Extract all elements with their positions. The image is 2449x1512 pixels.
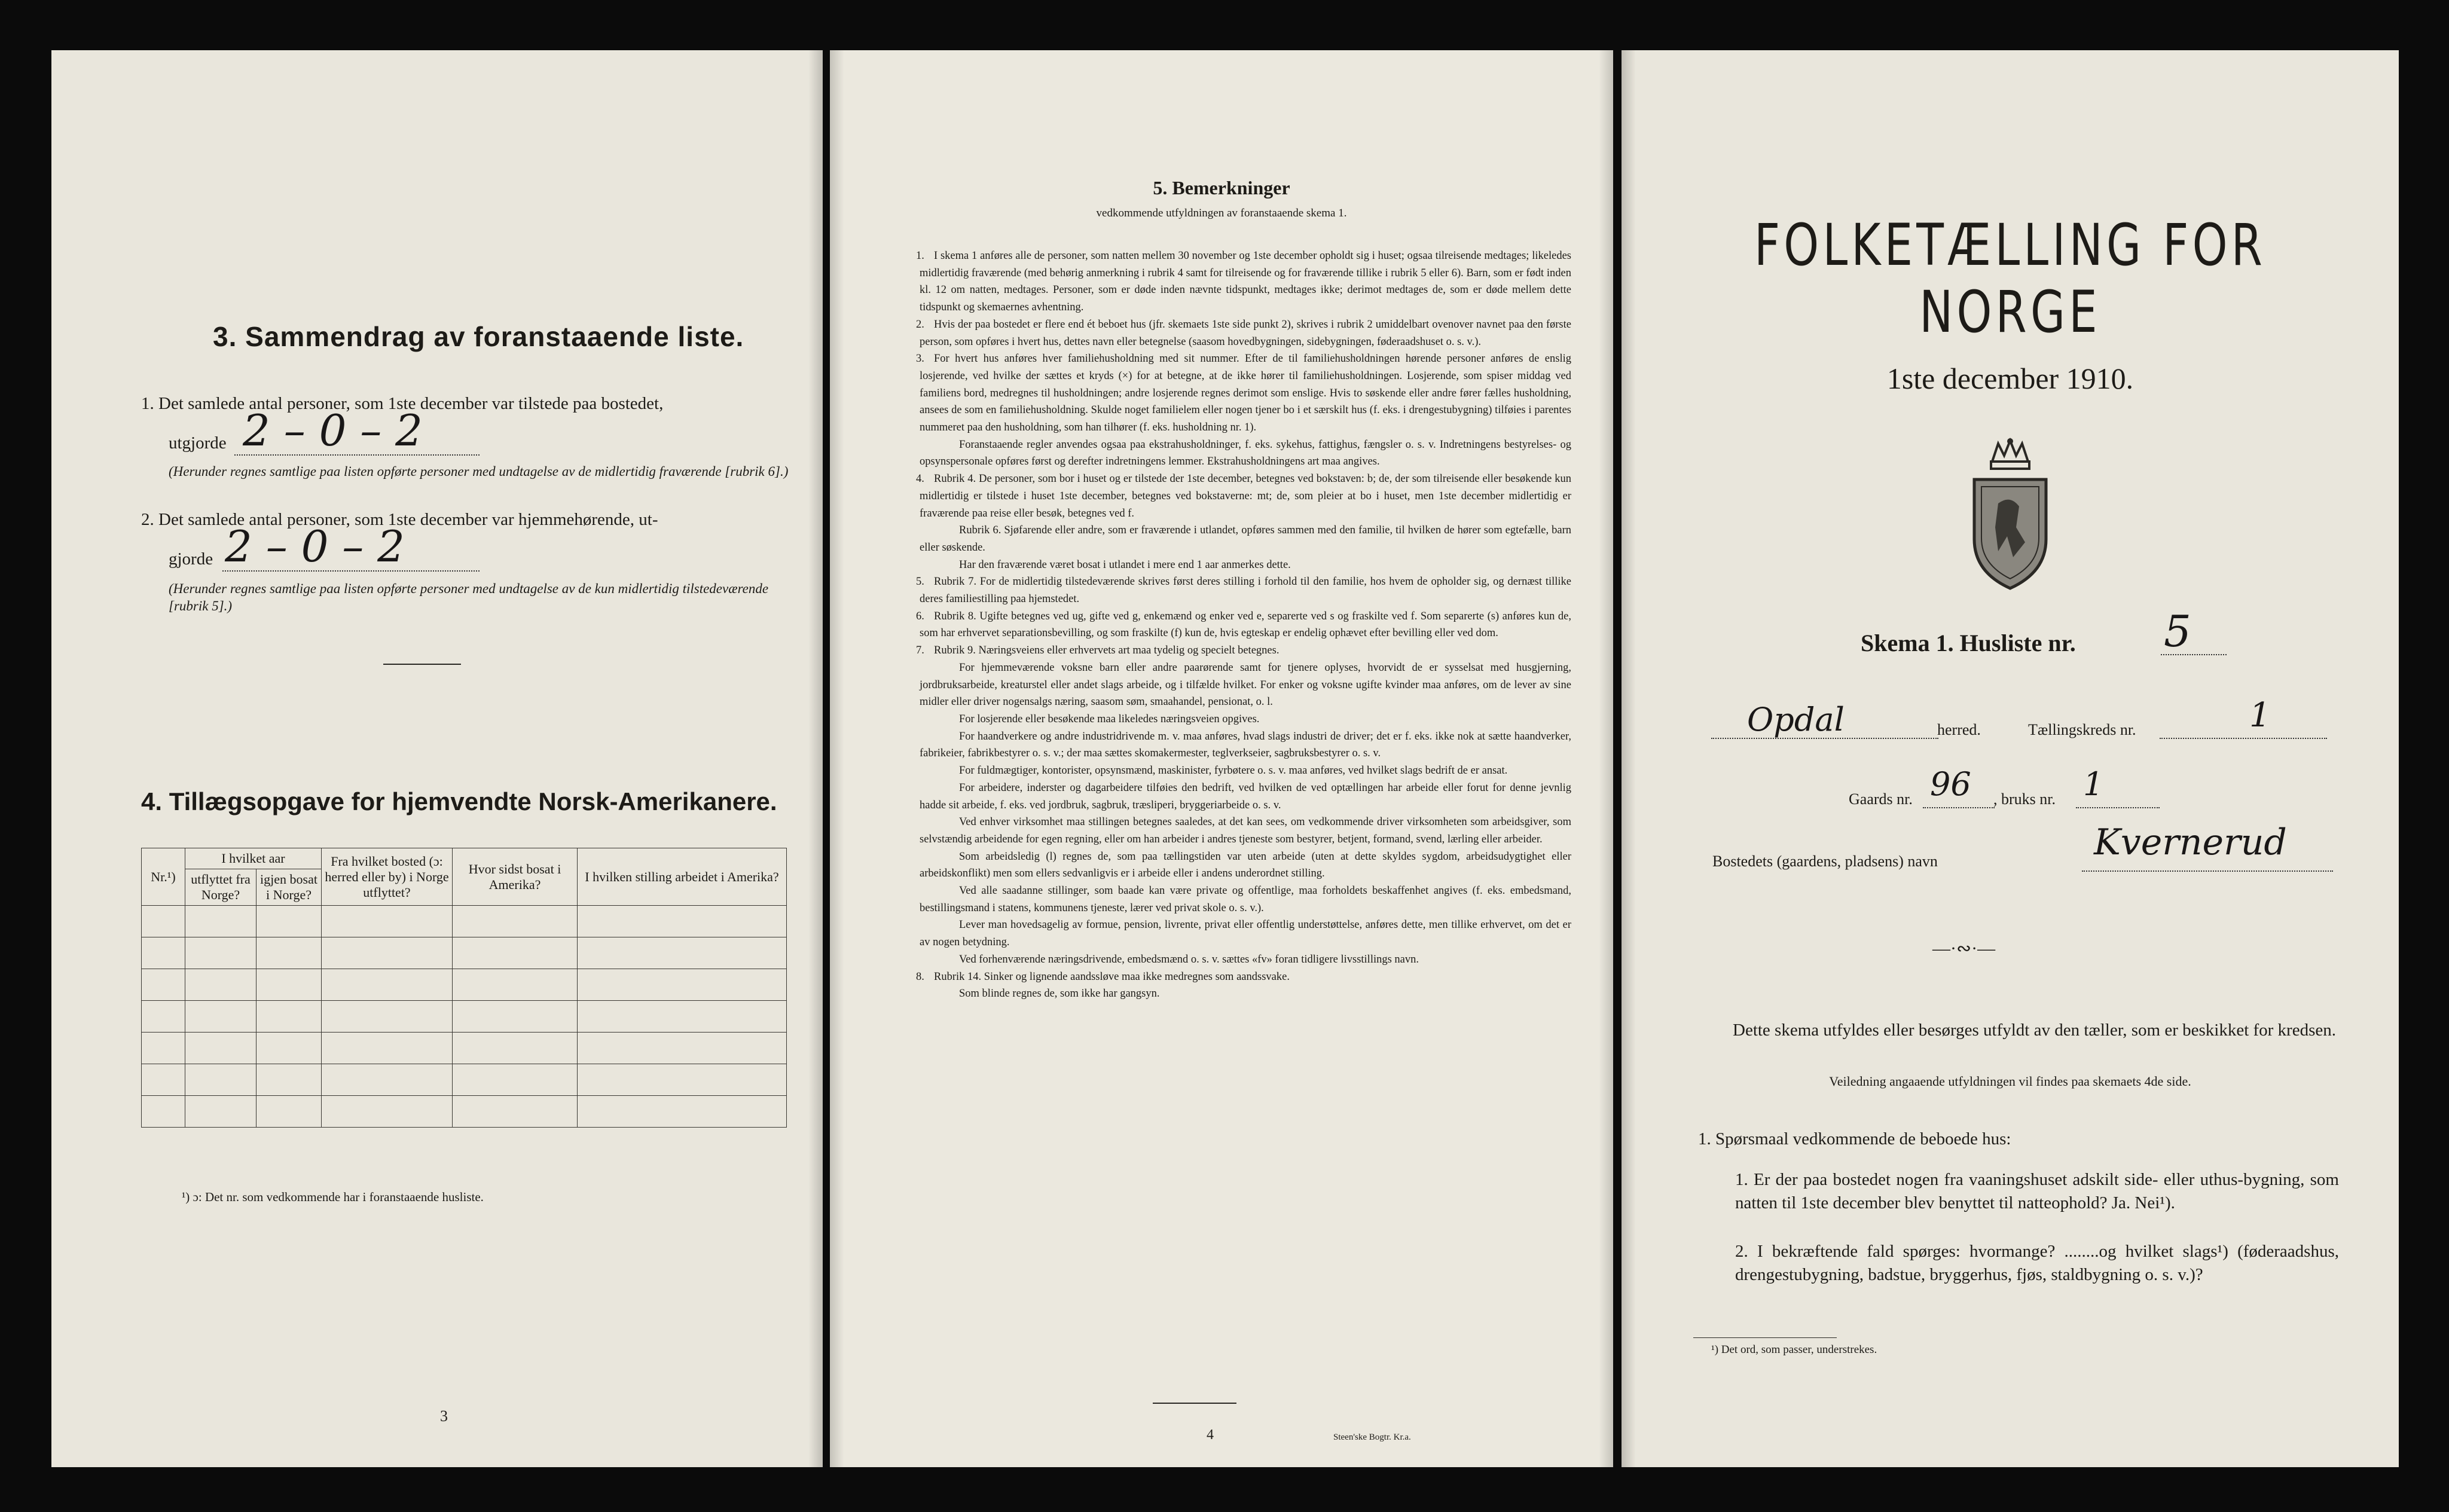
remark-item: [920, 917, 1571, 951]
table-cell: [322, 1096, 453, 1128]
remark-text: Rubrik 4. De personer, som bor i huset og er tilstede der 1ste december, betegnes ved bokstaven: b; de, der som tilreisende eller besøkende kun midlertidig er tilstede i huset 1ste december, betegnes ved bokstaverne: mt; de, som pleier at bo i huset, men 1ste december midlertidig er fraværende paa reise eller besøk, betegnes ved f.: [920, 473, 1571, 520]
page-fold-shadow: [808, 50, 823, 1467]
divider: [383, 664, 461, 665]
remarks-list: [916, 248, 1571, 1003]
table-cell: [578, 1096, 787, 1128]
remark-text: For fuldmægtiger, kontorister, opsynsmænd, maskinister, fyrbøtere o. s. v. maa anføres, ved hvilket slags bedrift de er ansat.: [959, 765, 1508, 777]
remark-text: Som arbeidsledig (l) regnes de, som paa tællingstiden var uten arbeide (uten at dette skyldes sygdom, arbeidsudygtighet eller arbeidskonflikt) men som ellers sedvanligvis er i arbeide eller i andens underordnet stilling.: [920, 850, 1571, 880]
footnote: ¹) Det ord, som passer, understrekes.: [1711, 1343, 1877, 1356]
krets-value: 1: [2249, 696, 2271, 735]
fill-line: [222, 570, 480, 572]
table-cell: [256, 969, 322, 1001]
remark-text: Ved forhenværende næringsdrivende, embedsmænd o. s. v. sættes «fv» foran tidligere livsstillings navn.: [959, 953, 1419, 966]
table-cell: [578, 969, 787, 1001]
remark-number: 8.: [916, 970, 924, 983]
fill-line: [2161, 654, 2227, 655]
remark-number: 6.: [916, 610, 924, 622]
page-fold-shadow: [830, 50, 844, 1467]
remark-text: Har den fraværende været bosat i utlandet i mere end 1 aar anmerkes dette.: [959, 558, 1291, 571]
herred-label: herred.: [1937, 721, 1981, 738]
gaards-label: Gaards nr.: [1849, 790, 1913, 808]
bruks-label: , bruks nr.: [1993, 790, 2056, 808]
remark-item: [916, 573, 1571, 607]
table-cell: [142, 969, 185, 1001]
remark-text: Rubrik 8. Ugifte betegnes ved ug, gifte ved g, enkemænd og enker ved e, separerte ved s og fraskilte ved f. Som separerte (s) anføres kun de, som har erhvervet separationsbevilling, og som fraskilte (f) kun de, hvis egteskap er endelig ophævet efter bevilling eller ved dom.: [920, 610, 1571, 640]
krets-label: Tællingskreds nr.: [2028, 721, 2136, 738]
remark-text: For losjerende eller besøkende maa likeledes næringsveien opgives.: [959, 713, 1260, 725]
summary-item-2-note: (Herunder regnes samtlige paa listen opførte personer med undtagelse av de kun midlertidig tilstedeværende [rubrik 5].): [169, 581, 769, 613]
table-row: [142, 1096, 787, 1128]
table-cell: [453, 1096, 578, 1128]
remark-item: [920, 882, 1571, 917]
remark-number: 7.: [916, 644, 924, 657]
remark-item: [920, 848, 1571, 882]
table-cell: [453, 1001, 578, 1033]
remark-number: 2.: [916, 318, 924, 331]
remark-item: [920, 659, 1571, 711]
col-utflyttet: utflyttet fra Norge?: [185, 869, 256, 906]
remark-text: I skema 1 anføres alle de personer, som natten mellem 30 november og 1ste december opholdt sig i huset; ogsaa tilreisende medtages; likeledes midlertidig fraværende (med behørig anmerkning i rubrik 4 samt for tilreisende og for fraværende tillike i rubrik 5 eller 6). Barn, som er født inden kl. 12 om natten, medtages. Personer, som er døde inden nævnte tidspunkt, medtages ikke; derimot medtages de, som er døde mellem dette tidspunkt og skemaernes avhentning.: [920, 250, 1571, 314]
table-row: [142, 1001, 787, 1033]
table-cell: [578, 906, 787, 937]
summary-item-1: 1. Det samlede antal personer, som 1ste december var tilstede paa bostedet,: [141, 394, 664, 413]
remark-item: [916, 608, 1571, 642]
summary-item-1-note: (Herunder regnes samtlige paa listen opførte personer med undtagelse av de midlertidig fraværende [rubrik 6].): [169, 464, 789, 479]
table-cell: [322, 937, 453, 969]
section4-title: 4. Tillægsopgave for hjemvendte Norsk-Amerikanere.: [141, 787, 777, 815]
table-cell: [256, 937, 322, 969]
table-cell: [322, 969, 453, 1001]
remark-text: Som blinde regnes de, som ikke har gangsyn.: [959, 988, 1160, 1000]
table-row: [142, 937, 787, 969]
summary-item-1-prefix: utgjorde: [169, 433, 227, 453]
table-cell: [142, 937, 185, 969]
fill-line: [2160, 738, 2327, 739]
remark-item: [920, 522, 1571, 556]
norsk-amerikanere-table: [141, 848, 787, 1128]
remark-item: [920, 985, 1571, 1003]
question-1-heading: 1. Spørsmaal vedkommende de beboede hus:: [1698, 1129, 2011, 1148]
skema-label: Skema 1. Husliste nr.: [1861, 630, 2076, 656]
remark-text: Hvis der paa bostedet er flere end ét beboet hus (jfr. skemaets 1ste side punkt 2), skrives i rubrik 2 umiddelbart ovenover navnet paa den første person, som opføres i hvert hus, dettes navn eller betegnelse (saasom hovedbygningen, sidebygningen, føderaadshuset o. s. v.).: [920, 318, 1571, 348]
census-date: 1ste december 1910.: [1886, 362, 2134, 395]
bosted-label: Bostedets (gaardens, pladsens) navn: [1712, 853, 1938, 870]
table-cell: [256, 1096, 322, 1128]
col-fra-bosted: Fra hvilket bosted (ɔ: herred eller by) i Norge utflyttet?: [322, 848, 453, 906]
census-title: FOLKETÆLLING FOR NORGE: [1754, 212, 2267, 346]
remark-item: [920, 780, 1571, 814]
remark-item: [916, 248, 1571, 316]
remark-number: 4.: [916, 473, 924, 485]
table-row: [142, 1064, 787, 1096]
col-group-year: I hvilket aar: [185, 848, 322, 869]
section3-title: 3. Sammendrag av foranstaaende liste.: [213, 321, 744, 352]
table-cell: [578, 1001, 787, 1033]
section5-subtitle: vedkommende utfyldningen av foranstaaende skema 1.: [1096, 207, 1347, 219]
ornament: —·∾·—: [1932, 939, 1996, 958]
left-page: [51, 50, 823, 1467]
table-cell: [322, 906, 453, 937]
table-cell: [453, 1033, 578, 1064]
page-number: 3: [440, 1407, 448, 1425]
remark-item: [920, 814, 1571, 848]
norway-coat-of-arms-icon: [1956, 438, 2064, 596]
remark-item: [920, 436, 1571, 471]
instruction-note: Veiledning angaaende utfyldningen vil findes paa skemaets 4de side.: [1829, 1074, 2191, 1089]
col-igjen-bosat: igjen bosat i Norge?: [256, 869, 322, 906]
herred-value: Opdal: [1747, 701, 1845, 738]
remark-number: 3.: [916, 353, 924, 365]
gaards-value: 96: [1930, 765, 1971, 803]
remark-item: [920, 557, 1571, 574]
table-body: [142, 906, 787, 1128]
remark-text: For haandverkere og andre industridrivende m. v. maa anføres, hvad slags industri de driver; det er f. eks. ikke nok at sætte haandverker, fabrikeier, fabrikbestyrer o. s. v.; der maa sættes skomakermester, teglverkseier, sagbruksbestyrer o. s. v.: [920, 730, 1571, 760]
table-cell: [578, 1064, 787, 1096]
question-1-1: 1. Er der paa bostedet nogen fra vaaningshuset adskilt side- eller uthus-bygning, som natten til 1ste december blev benyttet til natteophold? Ja. Nei¹).: [1735, 1170, 2339, 1212]
table-row: [142, 1033, 787, 1064]
fill-line: [234, 454, 480, 456]
summary-item-2-value: 2 – 0 – 2: [225, 521, 405, 572]
remark-item: [920, 711, 1571, 728]
remark-text: For hvert hus anføres hver familiehusholdning med sit nummer. Efter de til familiehusholdningen hørende personer anføres de enslig losjerende, ved hvilke der sættes et kryds (×) for at betegne, at de ikke hører til familiehusholdningen. Losjerende, som spiser middag ved familiens bord, medregnes til husholdningen; andre losjerende regnes derimot som enslige. Hvis to søskende eller andre fører fælles husholdning, ansees de som en familiehusholdning. Skulde noget familielem eller nogen tjener bo i et særskilt hus (f. eks. i drengestubygning) tilføies i parentes nummeret paa den husholdning, som han tilhører (f. eks. husholdning nr. 1).: [920, 353, 1571, 434]
remark-text: For hjemmeværende voksne barn eller andre paarørende samt for tjenere oplyses, hvorvidt de er sysselsat med husgjerning, jordbruksarbeide, kreaturstel eller andet slags arbeide, og i tilfælde hvilket. For enker og voksne ugifte kvinder maa anføres, om de lever av sine midler eller driver nogensalgs næring, saasom søm, smaahandel, pensionat, o. l.: [920, 661, 1571, 708]
col-stilling: I hvilken stilling arbeidet i Amerika?: [578, 848, 787, 906]
bruks-value: 1: [2083, 765, 2104, 803]
middle-page: [830, 50, 1613, 1467]
table-cell: [142, 1033, 185, 1064]
remark-number: 5.: [916, 576, 924, 588]
right-page: [1622, 50, 2399, 1467]
table-cell: [322, 1064, 453, 1096]
remark-item: [916, 969, 1571, 986]
col-hvor-bosat: Hvor sidst bosat i Amerika?: [453, 848, 578, 906]
table-footnote: ¹) ɔ: Det nr. som vedkommende har i foranstaaende husliste.: [182, 1190, 484, 1204]
section5-title: 5. Bemerkninger: [1153, 177, 1290, 198]
summary-item-1-value: 2 – 0 – 2: [243, 405, 423, 456]
table-cell: [256, 1064, 322, 1096]
table-cell: [142, 1096, 185, 1128]
remark-text: For arbeidere, inderster og dagarbeidere tilføies den bedrift, ved hvilken de ved optællingen har arbeide eller forut for denne jevnlig hadde sit arbeide, f. eks. ved jordbruk, sagbruk, træsliperi, bryggeriarbeide o. s. v.: [920, 781, 1571, 811]
table-cell: [322, 1001, 453, 1033]
table-cell: [185, 969, 256, 1001]
table-cell: [185, 937, 256, 969]
table-cell: [256, 906, 322, 937]
remark-item: [916, 642, 1571, 659]
table-cell: [453, 906, 578, 937]
divider: [1153, 1403, 1236, 1404]
remark-item: [920, 951, 1571, 969]
remark-item: [916, 350, 1571, 436]
page-fold-shadow: [1599, 50, 1613, 1467]
page-fold-shadow: [1622, 50, 1636, 1467]
printer-mark: Steen'ske Bogtr. Kr.a.: [1333, 1432, 1411, 1442]
remark-text: Ved alle saadanne stillinger, som baade kan være private og offentlige, maa forholdets beskaffenhet angives (f. eks. embedsmand, bestillingsmand i statens, kommunens tjeneste, lærer ved privat skole o. s. v.).: [920, 885, 1571, 914]
remark-text: Rubrik 7. For de midlertidig tilstedeværende skrives først deres stilling i forhold til den familie, hos hvem de opholder sig, og dernæst tillike deres familiestilling paa hjemstedet.: [920, 576, 1571, 606]
table-cell: [142, 1001, 185, 1033]
remark-text: Ved enhver virksomhet maa stillingen betegnes saaledes, at det kan sees, om vedkommende driver virksomheten som arbeidsgiver, som selvstændig arbeidende for egen regning, eller om han arbeider i andres tjeneste som bestyrer, betjent, formand, svend, lærling eller arbeider.: [920, 816, 1571, 845]
remark-item: [920, 762, 1571, 780]
remark-text: Rubrik 6. Sjøfarende eller andre, som er fraværende i utlandet, opføres sammen med den familie, til hvilken de hører som egtefælle, barn eller søskende.: [920, 524, 1571, 554]
table-cell: [578, 937, 787, 969]
fill-line: [2082, 870, 2333, 872]
summary-item-2-prefix: gjorde: [169, 549, 213, 569]
bosted-value: Kvernerud: [2094, 821, 2287, 863]
table-cell: [185, 1064, 256, 1096]
remark-item: [920, 728, 1571, 762]
fill-line: [1923, 807, 1995, 808]
table-cell: [453, 937, 578, 969]
remark-item: [916, 316, 1571, 350]
table-cell: [185, 1001, 256, 1033]
remark-text: Rubrik 9. Næringsveiens eller erhvervets art maa tydelig og specielt betegnes.: [934, 644, 1280, 657]
remark-text: Lever man hovedsagelig av formue, pension, livrente, privat eller offentlig understøttelse, anføres dette, men tillike erhvervet, om det er av nogen betydning.: [920, 919, 1571, 949]
table-cell: [142, 1064, 185, 1096]
col-nr: Nr.¹): [142, 848, 185, 906]
question-1-2: 2. I bekræftende fald spørges: hvormange? ........og hvilket slags¹) (føderaadshus, drengestubygning, badstue, bryggerhus, fjøs, staldbygning o. s. v.)?: [1735, 1242, 2339, 1284]
table-cell: [256, 1001, 322, 1033]
remark-item: [916, 471, 1571, 522]
table-cell: [185, 1033, 256, 1064]
table-cell: [142, 906, 185, 937]
instruction-text: Dette skema utfyldes eller besørges utfyldt av den tæller, som er beskikket for kredsen.: [1733, 1021, 2336, 1040]
remark-text: Foranstaaende regler anvendes ogsaa paa ekstrahusholdninger, f. eks. sykehus, fattighus, fængsler o. s. v. Indretningens bestyrelses- og opsynspersonale opføres først og derefter indretningens lemmer. Ekstrahusholdningens art maa angives.: [920, 438, 1571, 468]
table-cell: [185, 1096, 256, 1128]
summary-item-2: 2. Det samlede antal personer, som 1ste december var hjemmehørende, ut-: [141, 510, 658, 529]
remark-text: Rubrik 14. Sinker og lignende aandssløve maa ikke medregnes som aandssvake.: [934, 970, 1290, 983]
divider: [1693, 1337, 1837, 1338]
table-cell: [256, 1033, 322, 1064]
table-row: [142, 906, 787, 937]
fill-line: [2076, 807, 2160, 808]
table-cell: [185, 906, 256, 937]
remark-number: 1.: [916, 250, 924, 262]
page-number: 4: [1207, 1427, 1214, 1443]
table-cell: [453, 1064, 578, 1096]
table-cell: [578, 1033, 787, 1064]
table-cell: [453, 969, 578, 1001]
table-row: [142, 969, 787, 1001]
husliste-number: 5: [2164, 606, 2191, 656]
table-cell: [322, 1033, 453, 1064]
